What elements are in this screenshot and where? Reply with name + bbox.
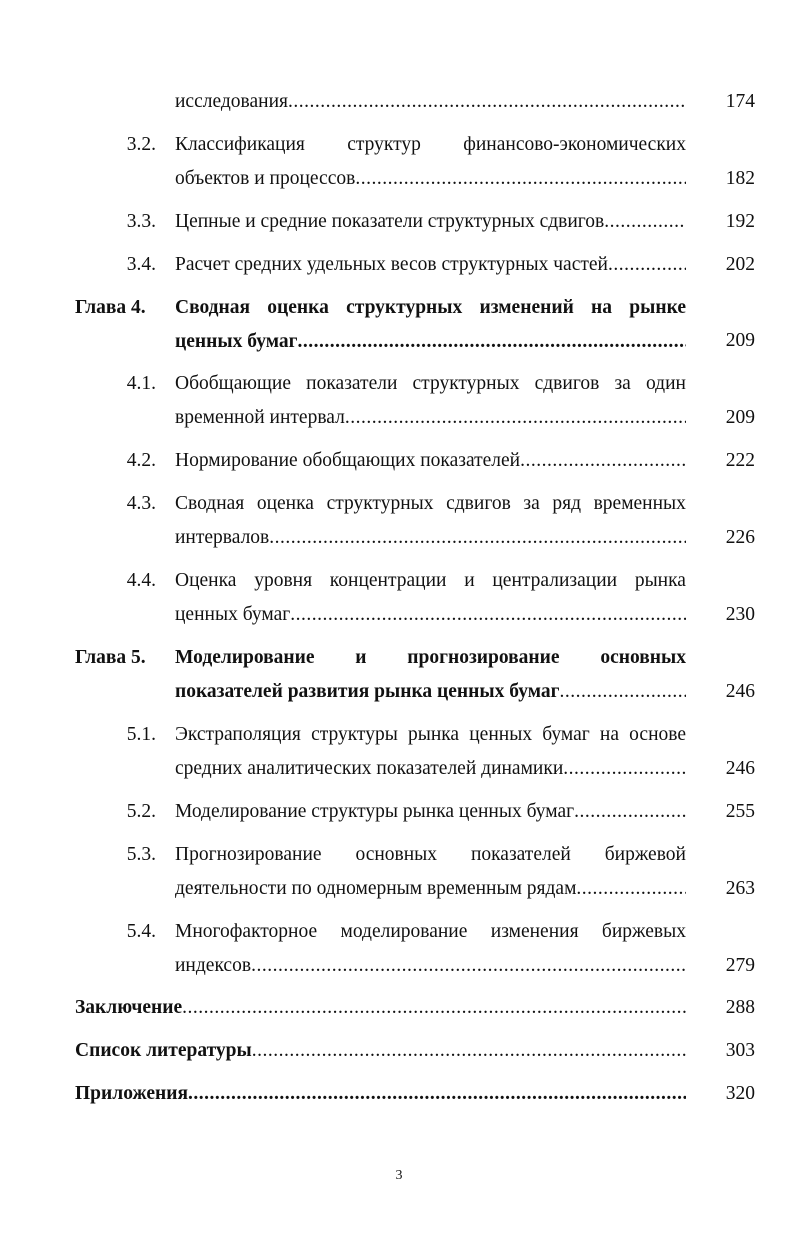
dot-leader [297, 330, 686, 354]
word: сдвигов [446, 493, 511, 514]
toc-page-number: 192 [725, 211, 755, 232]
footer-page-number: 3 [395, 1168, 403, 1183]
word: Сводная [175, 297, 251, 318]
word: показатели [306, 373, 398, 394]
word: Экстраполяция [175, 724, 301, 745]
dot-leader [608, 253, 686, 277]
dot-leader [520, 449, 686, 473]
word: и [355, 647, 367, 668]
word: рынке [629, 297, 686, 318]
toc-section-number: 4.4. [126, 570, 156, 591]
toc-entry-title-line: индексов [175, 955, 252, 976]
word: рынка [634, 570, 686, 591]
toc-leader-line [175, 167, 686, 191]
toc-entry-5-1 [175, 723, 686, 781]
toc-page-number: 246 [725, 681, 755, 702]
toc-entry-chapter-4 [175, 296, 686, 354]
toc-page-number: 209 [725, 407, 755, 428]
toc-section-number: 5.1. [126, 724, 156, 745]
toc-entry-title-line [175, 372, 686, 406]
toc-section-number: 3.3. [126, 211, 156, 232]
toc-entry-3-4 [175, 253, 686, 277]
toc-page-number: 222 [725, 450, 755, 471]
dot-leader [251, 954, 686, 978]
toc-leader-line [75, 996, 686, 1020]
toc-page-number: 288 [725, 997, 755, 1018]
toc-page-number: 202 [725, 254, 755, 275]
toc-entry-continuation [175, 90, 686, 114]
toc-entry-title-line: Список литературы [75, 1040, 252, 1061]
toc-page-number: 209 [725, 330, 755, 351]
word: Многофакторное [175, 921, 318, 942]
toc-page-number: 182 [725, 168, 755, 189]
toc-section-number: 5.3. [126, 844, 156, 865]
word: финансово-экономических [463, 134, 686, 155]
toc-entry-title-line: Заключение [75, 997, 183, 1018]
toc-section-number: 3.4. [126, 254, 156, 275]
toc-entry-title-line: Расчет средних удельных весов структурных частей [175, 254, 608, 275]
toc-page-number: 320 [725, 1083, 755, 1104]
toc-section-number: 5.4. [126, 921, 156, 942]
word: Сводная [175, 493, 245, 514]
dot-leader [355, 167, 686, 191]
toc-entry-title-line [175, 569, 686, 603]
toc-entry-title-line: Моделирование структуры рынка ценных бумаг [175, 801, 575, 822]
toc-page-number: 174 [725, 91, 755, 112]
toc-entry-title-line [175, 133, 686, 167]
toc-page-number: 226 [725, 527, 755, 548]
word: рынка [407, 724, 460, 745]
word: изменений [479, 297, 574, 318]
toc-entry-title-line: интервалов [175, 527, 270, 548]
toc-entry-title-line: деятельности по одномерным временным рядам [175, 878, 577, 899]
toc-entry-title-line: Цепные и средние показатели структурных сдвигов [175, 211, 605, 232]
toc-leader-line [175, 954, 686, 978]
toc-entry-title-line [175, 920, 686, 954]
toc-entry-appendices [75, 1082, 686, 1106]
word: структуры [311, 724, 398, 745]
toc-entry-chapter-5 [175, 646, 686, 704]
toc-entry-5-4 [175, 920, 686, 978]
toc-entry-conclusion [75, 996, 686, 1020]
word: концентрации [329, 570, 447, 591]
toc-entry-title-line: исследования [175, 91, 288, 112]
word: ценных [469, 724, 533, 745]
word: Классификация [175, 134, 305, 155]
toc-page-number: 255 [725, 801, 755, 822]
toc-entry-4-3 [175, 492, 686, 550]
toc-page-number: 246 [725, 758, 755, 779]
dot-leader [563, 757, 686, 781]
toc-leader-line [175, 253, 686, 277]
word: структур [347, 134, 421, 155]
toc-leader-line [175, 90, 686, 114]
toc-entry-3-3 [175, 210, 686, 234]
word: на [599, 724, 620, 745]
toc-entry-4-4 [175, 569, 686, 627]
toc-entry-5-2 [175, 800, 686, 824]
toc-entry-title-line: Приложения [75, 1083, 189, 1104]
word: уровня [254, 570, 313, 591]
toc-leader-line [175, 449, 686, 473]
word: за [614, 373, 631, 394]
toc-page-number: 279 [725, 955, 755, 976]
dot-leader [269, 526, 686, 550]
word: структурных [346, 297, 463, 318]
word: основных [355, 844, 438, 865]
word: биржевых [601, 921, 686, 942]
toc-section-number: 5.2. [126, 801, 156, 822]
word: ряд [552, 493, 581, 514]
word: оценка [256, 493, 314, 514]
toc-entry-title-line [175, 646, 686, 680]
word: показателей [470, 844, 571, 865]
word: временных [593, 493, 686, 514]
word: биржевой [604, 844, 686, 865]
toc-leader-line [75, 1039, 686, 1063]
word: один [645, 373, 686, 394]
toc-entry-title-line [175, 843, 686, 877]
toc-leader-line [175, 330, 686, 354]
word: структурных [326, 493, 434, 514]
toc-entry-title-line: временной интервал [175, 407, 345, 428]
word: централизации [492, 570, 618, 591]
toc-page-number: 230 [725, 604, 755, 625]
word: на [591, 297, 613, 318]
dot-leader [188, 1082, 686, 1106]
toc-section-number: 4.1. [126, 373, 156, 394]
word: прогнозирование [407, 647, 560, 668]
word: изменения [490, 921, 579, 942]
toc-entry-4-1 [175, 372, 686, 430]
toc-entry-title-line: средних аналитических показателей динамики [175, 758, 564, 779]
toc-chapter-number: Глава 5. [75, 647, 146, 668]
toc-entry-title-line: ценных бумаг [175, 604, 291, 625]
word: оценка [267, 297, 329, 318]
toc-entry-title-line: объектов и процессов [175, 168, 356, 189]
toc-entry-title-line: Нормирование обобщающих показателей [175, 450, 521, 471]
toc-entry-title-line [175, 296, 686, 330]
toc-leader-line [175, 210, 686, 234]
toc-leader-line [175, 680, 686, 704]
toc-section-number: 4.2. [126, 450, 156, 471]
toc-section-number: 3.2. [126, 134, 156, 155]
dot-leader [559, 680, 686, 704]
toc-entry-title-line: показателей развития рынка ценных бумаг [175, 681, 560, 702]
toc-leader-line [175, 406, 686, 430]
toc-entry-bibliography [75, 1039, 686, 1063]
word: структурных [412, 373, 520, 394]
toc-leader-line [175, 800, 686, 824]
toc-entry-title-line [175, 492, 686, 526]
toc-leader-line [175, 603, 686, 627]
toc-entry-3-2 [175, 133, 686, 191]
word: Моделирование [175, 647, 315, 668]
word: бумаг [542, 724, 590, 745]
toc-leader-line [175, 757, 686, 781]
word: основных [600, 647, 686, 668]
word: сдвигов [534, 373, 600, 394]
toc-chapter-number: Глава 4. [75, 297, 146, 318]
dot-leader [182, 996, 686, 1020]
toc-section-number: 4.3. [126, 493, 156, 514]
dot-leader [576, 877, 686, 901]
toc-page-number: 303 [725, 1040, 755, 1061]
word: и [464, 570, 475, 591]
dot-leader [290, 603, 686, 627]
toc-entry-title-line: ценных бумаг [175, 331, 298, 352]
word: за [523, 493, 540, 514]
dot-leader [345, 406, 686, 430]
dot-leader [604, 210, 686, 234]
toc-entry-5-3 [175, 843, 686, 901]
toc-page-number: 263 [725, 878, 755, 899]
word: Оценка [175, 570, 237, 591]
word: основе [629, 724, 686, 745]
toc-leader-line [175, 877, 686, 901]
toc-leader-line [175, 526, 686, 550]
toc-entry-title-line [175, 723, 686, 757]
word: моделирование [340, 921, 468, 942]
dot-leader [288, 90, 686, 114]
dot-leader [574, 800, 686, 824]
word: Обобщающие [175, 373, 292, 394]
word: Прогнозирование [175, 844, 322, 865]
dot-leader [252, 1039, 686, 1063]
toc-entry-4-2 [175, 449, 686, 473]
toc-leader-line [75, 1082, 686, 1106]
